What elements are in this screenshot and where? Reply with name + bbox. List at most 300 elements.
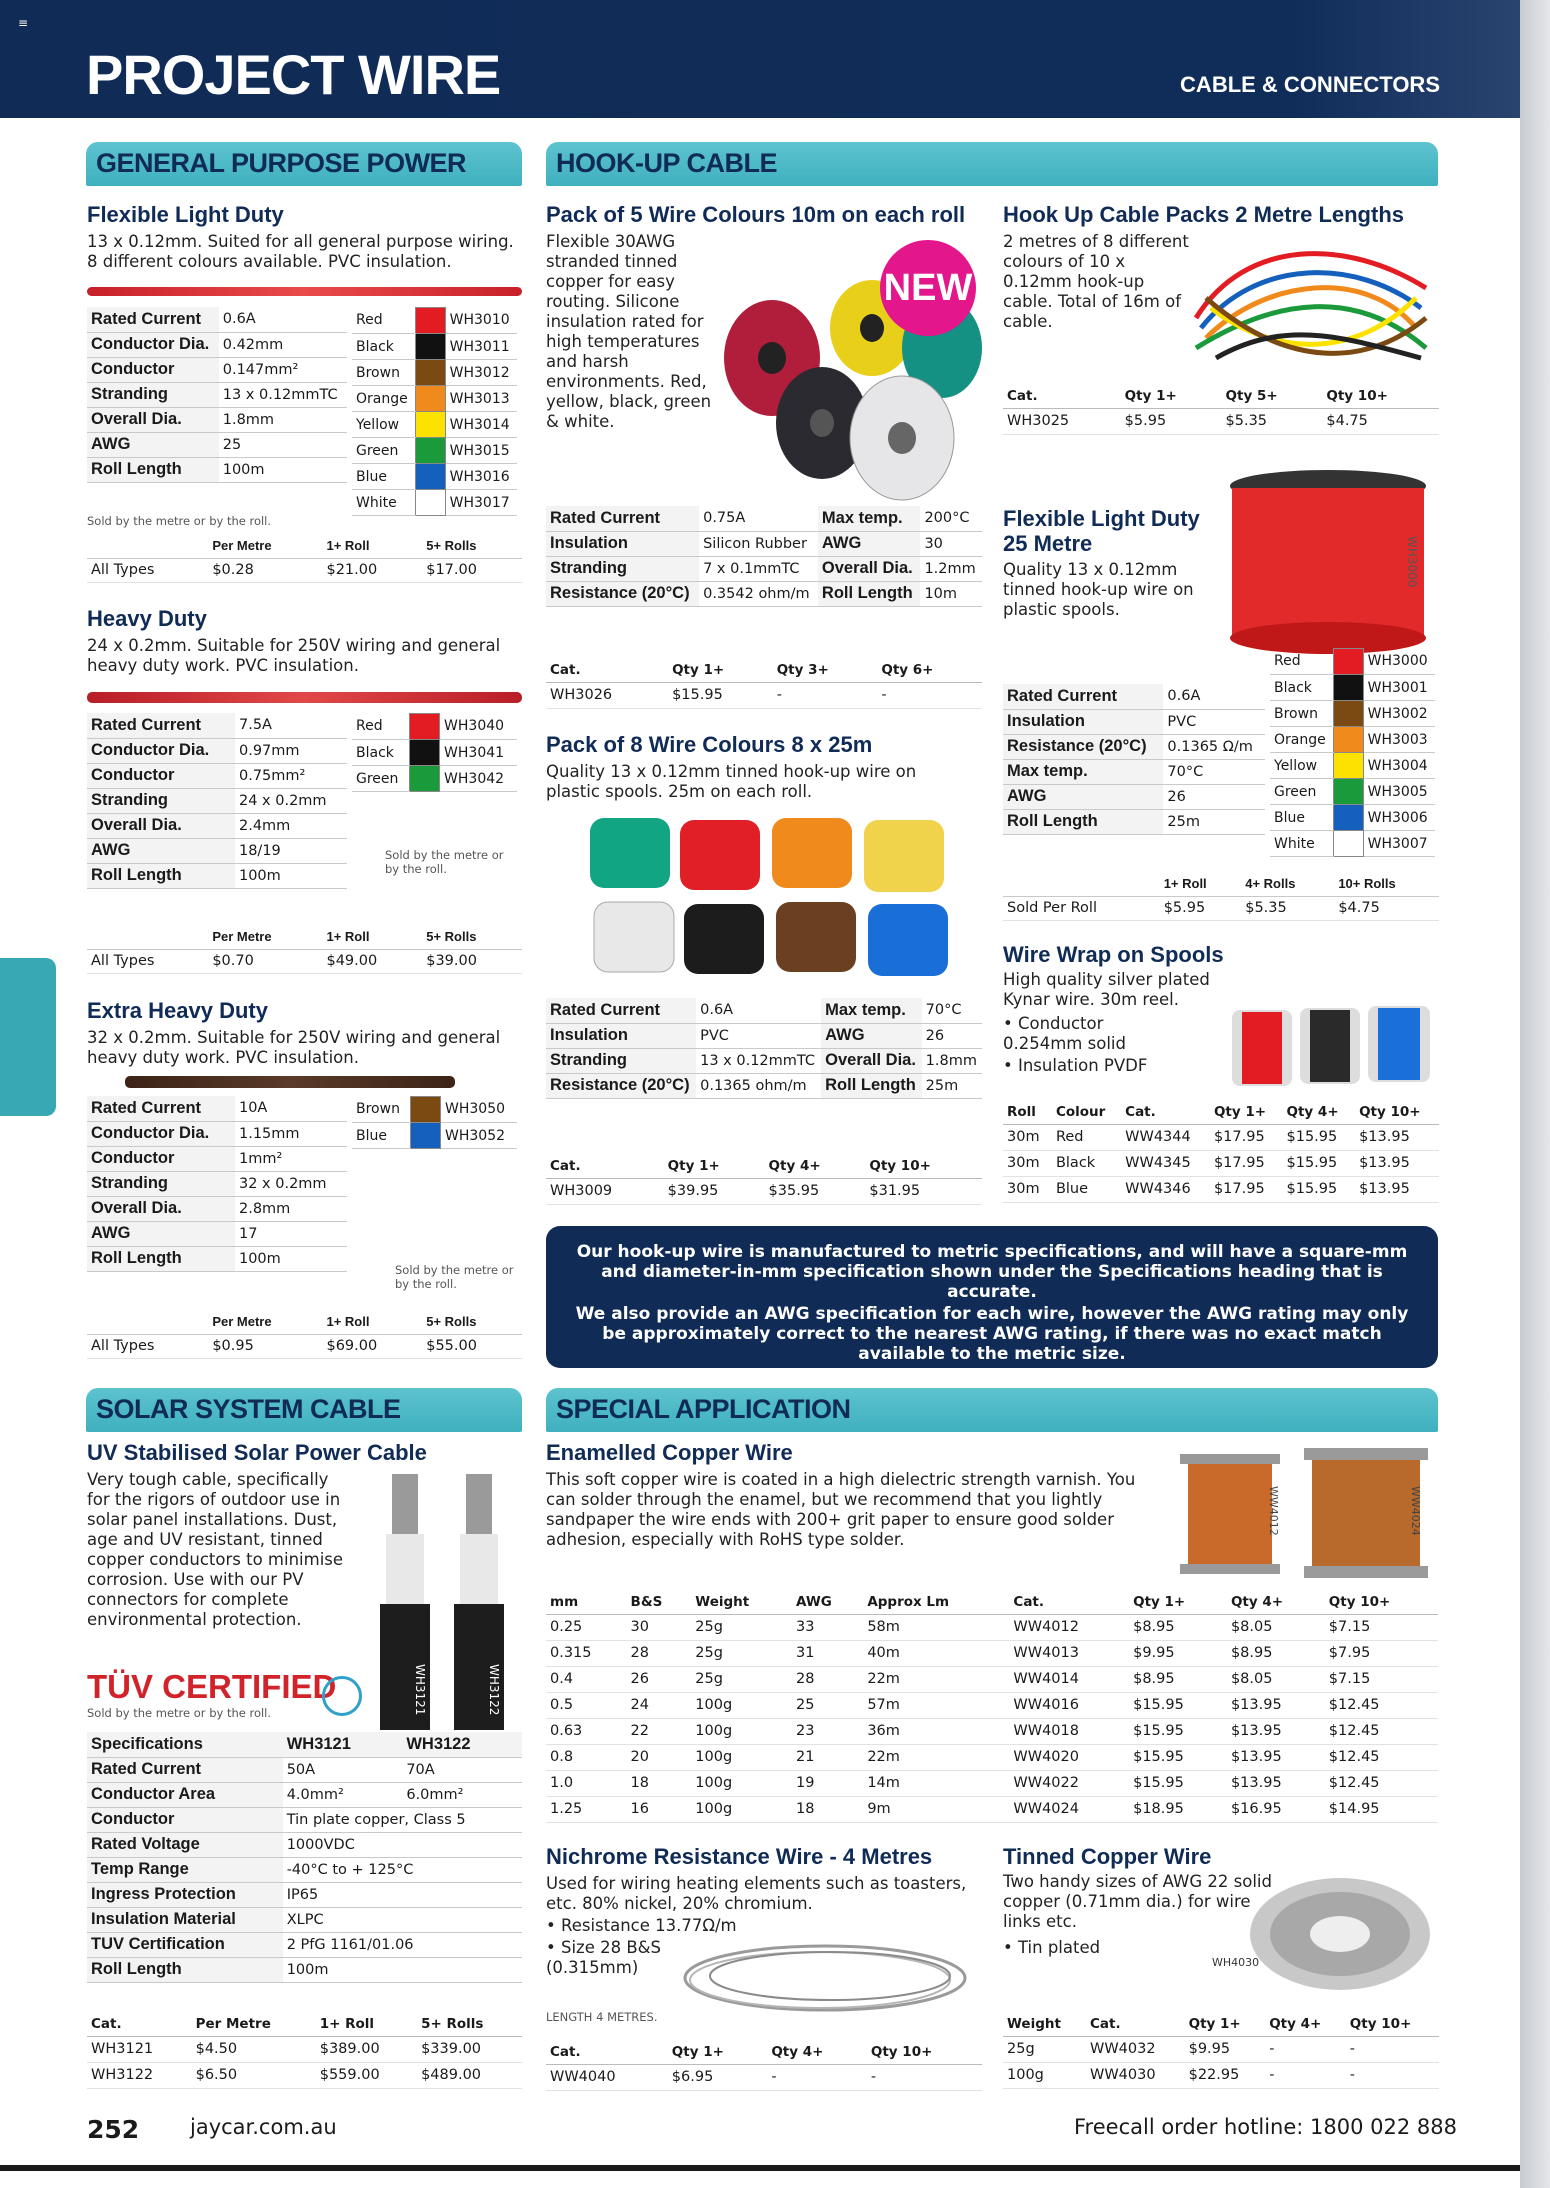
table-row [546,1796,1438,1822]
table-cell: Orange [1270,727,1333,753]
table-cell: 17 [235,1221,347,1246]
colour-row [1270,805,1435,831]
table-cell: WW4013 [1009,1640,1129,1666]
column-header: Qty 10+ [865,1154,982,1178]
table-cell: WH3122 [87,2062,192,2088]
note-line-1: Our hook-up wire is manufactured to metric specifications, and will have a square-mm and diameter-in-mm specification shown under the Specifications heading that is accurate. [576,1242,1408,1302]
spool-pack-image [580,808,980,988]
colour-row [352,412,517,438]
note-line-2: We also provide an AWG specification for each wire, however the AWG rating may only be approximately correct to the nearest AWG rating, if there was no exact match available to the metric size. [575,1304,1409,1364]
colour-swatch [1333,805,1363,831]
cat-table [1003,384,1439,435]
table-cell: 25g [691,1640,792,1666]
table-cell: WH3042 [440,766,517,792]
table-cell: WW4040 [546,2064,668,2090]
table-cell: Brown [1270,701,1333,727]
sold-note: Sold by the metre or by the roll. [395,1263,514,1291]
table-cell: 18 [792,1796,863,1822]
table-cell: 7 x 0.1mmTC [699,556,818,581]
page-bottom-bar [0,2165,1520,2171]
table-cell: $17.95 [1210,1124,1283,1150]
table-cell: $15.95 [1129,1718,1227,1744]
table-cell: 25m [922,1073,982,1098]
table-cell: $16.95 [1227,1796,1325,1822]
table-cell: $17.95 [1210,1150,1283,1176]
table-row [87,1146,347,1171]
product-title-solar-cable: UV Stabilised Solar Power Cable [87,1440,427,1465]
table-cell: 26 [1163,784,1265,809]
table-cell: Conductor Dia. [87,1121,235,1146]
colour-table [352,307,517,516]
table-cell: 13 x 0.12mmTC [696,1048,821,1073]
table-cell: $14.95 [1325,1796,1438,1822]
table-cell: 24 [627,1692,692,1718]
product-title-fld-25m: Flexible Light Duty [1003,506,1200,531]
table-cell: 100m [283,1957,522,1982]
length-label: LENGTH 4 METRES. [546,2010,658,2024]
table-cell: $8.05 [1227,1614,1325,1640]
table-cell: $13.95 [1227,1718,1325,1744]
table-row [87,1757,522,1782]
table-cell: Tin plate copper, Class 5 [283,1807,522,1832]
table-cell: $31.95 [865,1178,982,1204]
colour-row [352,1097,517,1123]
table-cell: 25g [691,1614,792,1640]
solar-cable-image [370,1474,520,1730]
table-cell: $6.50 [192,2062,316,2088]
table-cell: Overall Dia. [87,407,219,432]
table-cell: Roll Length [818,581,921,606]
column-header: 5+ Rolls [422,1310,522,1334]
product-desc: 2 metres of 8 different colours of 10 x 0.12mm hook-up cable. Total of 16m of cable. [1003,232,1189,331]
table-cell: $15.95 [1129,1744,1227,1770]
table-cell: Overall Dia. [821,1048,922,1073]
cable-bundle-image [1186,228,1436,378]
header-row [87,925,522,949]
table-cell: $35.95 [765,1178,866,1204]
product-title-wire-wrap: Wire Wrap on Spools [1003,942,1224,967]
colour-row [1270,727,1435,753]
table-cell: Max temp. [821,998,922,1023]
page-title: PROJECT WIRE [86,43,501,106]
cat-table [87,2012,522,2089]
header-row [546,1154,982,1178]
table-row [87,357,347,382]
table-row [87,1121,347,1146]
table-row [87,813,347,838]
table-row [1003,408,1439,434]
table-row [87,738,347,763]
column-header: 5+ Rolls [417,2012,522,2036]
table-cell: WW4346 [1121,1176,1210,1202]
column-header: Qty 1+ [1129,1590,1227,1614]
table-cell: 16 [627,1796,692,1822]
column-header: Qty 4+ [1265,2012,1346,2036]
table-row [546,1718,1438,1744]
table-cell: WH3017 [445,490,517,516]
table-cell: AWG [87,432,219,457]
cat-table [546,658,982,709]
product-title-tinned-copper: Tinned Copper Wire [1003,1844,1212,1869]
table-cell: $7.15 [1325,1666,1438,1692]
table-cell: WH3007 [1363,831,1435,857]
column-header: Qty 4+ [765,1154,866,1178]
wire-image [125,1076,455,1088]
table-cell: Rated Current [87,713,235,738]
table-row [87,332,347,357]
column-header: Weight [691,1590,792,1614]
table-cell: WH3052 [441,1123,517,1149]
price-table [87,925,522,974]
product-title-flexible-light-duty: Flexible Light Duty [87,202,284,227]
bullet: • Conductor 0.254mm solid [1003,1014,1126,1053]
table-row [1003,809,1265,834]
table-cell: $12.45 [1325,1718,1438,1744]
table-row [87,863,347,888]
table-cell: $15.95 [1283,1176,1356,1202]
table-cell: $489.00 [417,2062,522,2088]
table-cell: WW4016 [1009,1692,1129,1718]
spec-table [87,307,347,483]
table-cell: 1.8mm [922,1048,982,1073]
table-row [87,2036,522,2062]
table-cell: Max temp. [1003,759,1163,784]
table-cell: 30 [920,531,982,556]
bullet: • Resistance 13.77Ω/m [546,1916,737,1935]
table-row [87,558,522,582]
spec-table [87,1096,347,1272]
header-solar-system-cable: SOLAR SYSTEM CABLE [86,1388,522,1432]
colour-row [352,464,517,490]
table-row [546,506,982,531]
colour-swatch [415,412,445,438]
column-header: Cat. [546,1154,664,1178]
table-cell: Conductor [87,1807,283,1832]
colour-swatch [415,334,445,360]
table-cell: 100m [235,1246,347,1271]
column-header: 1+ Roll [322,925,422,949]
table-cell: $13.95 [1355,1150,1439,1176]
table-cell: Overall Dia. [87,813,235,838]
column-header: Cat. [1121,1100,1210,1124]
spool-code: WH3000 [1405,536,1419,588]
column-header: Approx Lm [863,1590,1009,1614]
table-cell: $6.95 [668,2064,768,2090]
column-header: Qty 1+ [1121,384,1222,408]
table-cell: Brown [352,1097,411,1123]
table-row [546,1614,1438,1640]
table-cell: WW4022 [1009,1770,1129,1796]
colour-row [352,334,517,360]
product-title-fld-25m-sub: 25 Metre [1003,531,1093,556]
table-row [1003,1150,1439,1176]
table-cell: 25 [219,432,347,457]
table-cell: Conductor [87,1146,235,1171]
table-cell: WH3010 [445,308,517,334]
column-header: 1+ Roll [316,2012,417,2036]
table-row [546,1744,1438,1770]
column-header: Cat. [1086,2012,1185,2036]
table-cell: 0.25 [546,1614,627,1640]
table-cell: 0.1365 Ω/m [1163,734,1265,759]
colour-swatch [411,1123,441,1149]
table-row [1003,684,1265,709]
colour-row [352,766,517,792]
table-cell: 0.8 [546,1744,627,1770]
table-row [1003,2036,1439,2062]
table-row [87,1246,347,1271]
colour-row [1270,831,1435,857]
table-cell: Silicon Rubber [699,531,818,556]
table-cell: 1.25 [546,1796,627,1822]
table-cell: 0.97mm [235,738,347,763]
table-cell: 0.6A [219,307,347,332]
table-cell: Stranding [546,556,699,581]
column-header: Colour [1052,1100,1121,1124]
product-desc: This soft copper wire is coated in a high dielectric strength varnish. You can solder through the enamel, but we recommend that you lightly sandpaper the wire ends with 200+ grit paper to ensure good solder adhesion, especially with RoHS type solder. [546,1470,1136,1549]
header-special-application: SPECIAL APPLICATION [546,1388,1438,1432]
table-row [546,1692,1438,1718]
table-cell: 0.75mm² [235,763,347,788]
colour-swatch [1333,701,1363,727]
table-cell: WH3041 [440,740,517,766]
table-cell: 1mm² [235,1146,347,1171]
column-header: Qty 1+ [1185,2012,1266,2036]
table-cell: $9.95 [1129,1640,1227,1666]
header-row [1003,384,1439,408]
column-header: 5+ Rolls [422,534,522,558]
table-cell: White [352,490,415,516]
table-cell: 30 [627,1614,692,1640]
table-row [87,382,347,407]
table-cell: WH3014 [445,412,517,438]
table-row [1003,734,1265,759]
table-cell: WH3002 [1363,701,1435,727]
column-header [1003,872,1160,896]
table-row [87,432,347,457]
table-cell: 21 [792,1744,863,1770]
table-cell: 2.4mm [235,813,347,838]
header-row [546,1590,1438,1614]
table-row [87,949,522,973]
table-cell: Red [352,308,415,334]
colour-row [352,490,517,516]
table-cell: Stranding [87,788,235,813]
spool-code: WW4024 [1409,1486,1422,1536]
colour-swatch [415,464,445,490]
table-cell: 50A [283,1757,403,1782]
table-cell: Blue [352,464,415,490]
column-header: Cat. [546,658,668,682]
colour-swatch [415,490,445,516]
column-header: Qty 1+ [664,1154,765,1178]
table-cell: WH3015 [445,438,517,464]
table-cell: 57m [863,1692,1009,1718]
table-cell: Conductor Dia. [87,332,219,357]
colour-swatch [1333,675,1363,701]
header-row [1003,1100,1439,1124]
table-cell: White [1270,831,1333,857]
table-cell: $7.95 [1325,1640,1438,1666]
column-header: Cat. [1009,1590,1129,1614]
product-title-nichrome: Nichrome Resistance Wire - 4 Metres [546,1844,933,1869]
table-cell: Roll Length [87,1246,235,1271]
column-header: 1+ Roll [322,1310,422,1334]
table-cell: WH3122 [402,1732,522,1757]
table-cell: 22m [863,1744,1009,1770]
table-row [1003,896,1439,920]
colour-row [1270,701,1435,727]
column-header: Qty 5+ [1222,384,1323,408]
product-desc: 32 x 0.2mm. Suitable for 250V wiring and general heavy duty work. PVC insulation. [87,1028,501,1067]
table-cell: WW4020 [1009,1744,1129,1770]
table-cell: WW4014 [1009,1666,1129,1692]
table-cell: PVC [1163,709,1265,734]
table-cell: PVC [696,1023,821,1048]
column-header: Cat. [87,2012,192,2036]
table-cell: WH3016 [445,464,517,490]
table-cell: $13.95 [1355,1124,1439,1150]
table-row [546,531,982,556]
colour-swatch [1333,779,1363,805]
table-cell: 25m [1163,809,1265,834]
product-desc: Flexible 30AWG stranded tinned copper for easy routing. Silicone insulation rated for high temperatures and harsh environments. Red, yellow, black, green & white. [546,232,712,431]
table-cell: $4.50 [192,2036,316,2062]
table-cell: Rated Current [87,1757,283,1782]
table-cell: - [767,2064,867,2090]
spec-table [87,1732,522,1983]
table-cell: 30m [1003,1124,1052,1150]
product-desc: Two handy sizes of AWG 22 solid copper (0.71mm dia.) for wire links etc. [1003,1872,1272,1931]
product-desc: Very tough cable, specifically for the rigors of outdoor use in solar panel installations. Dust, age and UV resistant, tinned copper conductors to minimise corrosion. Use with our PV connectors for complete environmental protection. [87,1470,344,1629]
table-cell: Stranding [87,382,219,407]
column-header: Cat. [1003,384,1121,408]
table-row [87,1957,522,1982]
table-cell: 2 PfG 1161/01.06 [283,1932,522,1957]
product-title-heavy-duty: Heavy Duty [87,606,207,631]
table-cell: $4.75 [1334,896,1439,920]
site-link[interactable]: jaycar.com.au [190,2115,337,2139]
table-row [87,1221,347,1246]
table-cell: Black [1270,675,1333,701]
table-row [87,713,347,738]
copper-spools-image [1170,1446,1438,1580]
red-spool-image [1218,466,1440,656]
column-header: Qty 4+ [1283,1100,1356,1124]
table-cell: Green [352,766,410,792]
table-row [546,1048,982,1073]
colour-swatch [1333,649,1363,675]
table-cell: TUV Certification [87,1932,283,1957]
table-cell: Rated Current [546,506,699,531]
nichrome-coil-image [670,1932,980,2024]
table-cell: Roll Length [87,863,235,888]
table-cell: XLPC [283,1907,522,1932]
table-cell: 24 x 0.2mm [235,788,347,813]
column-header: AWG [792,1590,863,1614]
table-row [546,998,982,1023]
sold-note: Sold by the metre or by the roll. [87,514,272,528]
table-cell: WW4345 [1121,1150,1210,1176]
column-header: Qty 3+ [773,658,878,682]
table-row [87,838,347,863]
table-cell: $15.95 [1283,1150,1356,1176]
table-cell: $69.00 [322,1334,422,1358]
header-hook-up-cable: HOOK-UP CABLE [546,142,1438,186]
column-header: Qty 1+ [1210,1100,1283,1124]
table-cell: WH3000 [1363,649,1435,675]
table-cell: 200°C [920,506,982,531]
table-cell: AWG [821,1023,922,1048]
table-cell: Conductor Dia. [87,738,235,763]
tuv-icon [322,1676,362,1716]
bullet: • Insulation PVDF [1003,1056,1148,1075]
table-cell: 1000VDC [283,1832,522,1857]
table-cell: WH3025 [1003,408,1121,434]
column-header: Weight [1003,2012,1086,2036]
table-row [87,307,347,332]
menu-icon[interactable]: ≡ [18,16,29,30]
table-cell: - [1346,2062,1439,2088]
table-cell: 0.4 [546,1666,627,1692]
colour-table [352,1096,517,1149]
table-cell: - [773,682,878,708]
table-cell: 0.6A [696,998,821,1023]
table-cell: 1.8mm [219,407,347,432]
table-cell: Yellow [1270,753,1333,779]
page-edge [1520,0,1550,2188]
colour-table [352,713,517,792]
colour-swatch [415,360,445,386]
spool-code: WH4030 [1212,1956,1260,1969]
table-row [546,2064,982,2090]
table-cell: Roll Length [821,1073,922,1098]
column-header: Qty 6+ [877,658,982,682]
header-row [87,1310,522,1334]
table-cell: $18.95 [1129,1796,1227,1822]
spool-code: WW4012 [1267,1486,1280,1536]
column-header: 10+ Rolls [1334,872,1439,896]
table-row [1003,1124,1439,1150]
table-cell: $5.35 [1222,408,1323,434]
product-title-pack-of-5: Pack of 5 Wire Colours 10m on each roll [546,202,966,227]
table-cell: $8.95 [1129,1614,1227,1640]
side-tab[interactable] [0,958,56,1116]
table-cell: All Types [87,1334,208,1358]
table-cell: 0.3542 ohm/m [699,581,818,606]
table-cell: $15.95 [1283,1124,1356,1150]
column-header: Qty 10+ [1355,1100,1439,1124]
colour-row [352,740,517,766]
product-desc: Quality 13 x 0.12mm tinned hook-up wire on plastic spools. [1003,560,1194,619]
column-header: 4+ Rolls [1241,872,1334,896]
table-cell: Temp Range [87,1857,283,1882]
table-cell: 0.42mm [219,332,347,357]
table-cell: $17.95 [1210,1176,1283,1202]
table-cell: $8.95 [1227,1640,1325,1666]
column-header [87,925,208,949]
table-cell: 7.5A [235,713,347,738]
table-cell: $22.95 [1185,2062,1266,2088]
table-cell: Red [352,714,410,740]
table-cell: WH3040 [440,714,517,740]
table-row [546,581,982,606]
table-cell: $5.95 [1160,896,1242,920]
colour-row [1270,753,1435,779]
table-cell: $9.95 [1185,2036,1266,2062]
table-row [546,1073,982,1098]
table-cell: WH3004 [1363,753,1435,779]
